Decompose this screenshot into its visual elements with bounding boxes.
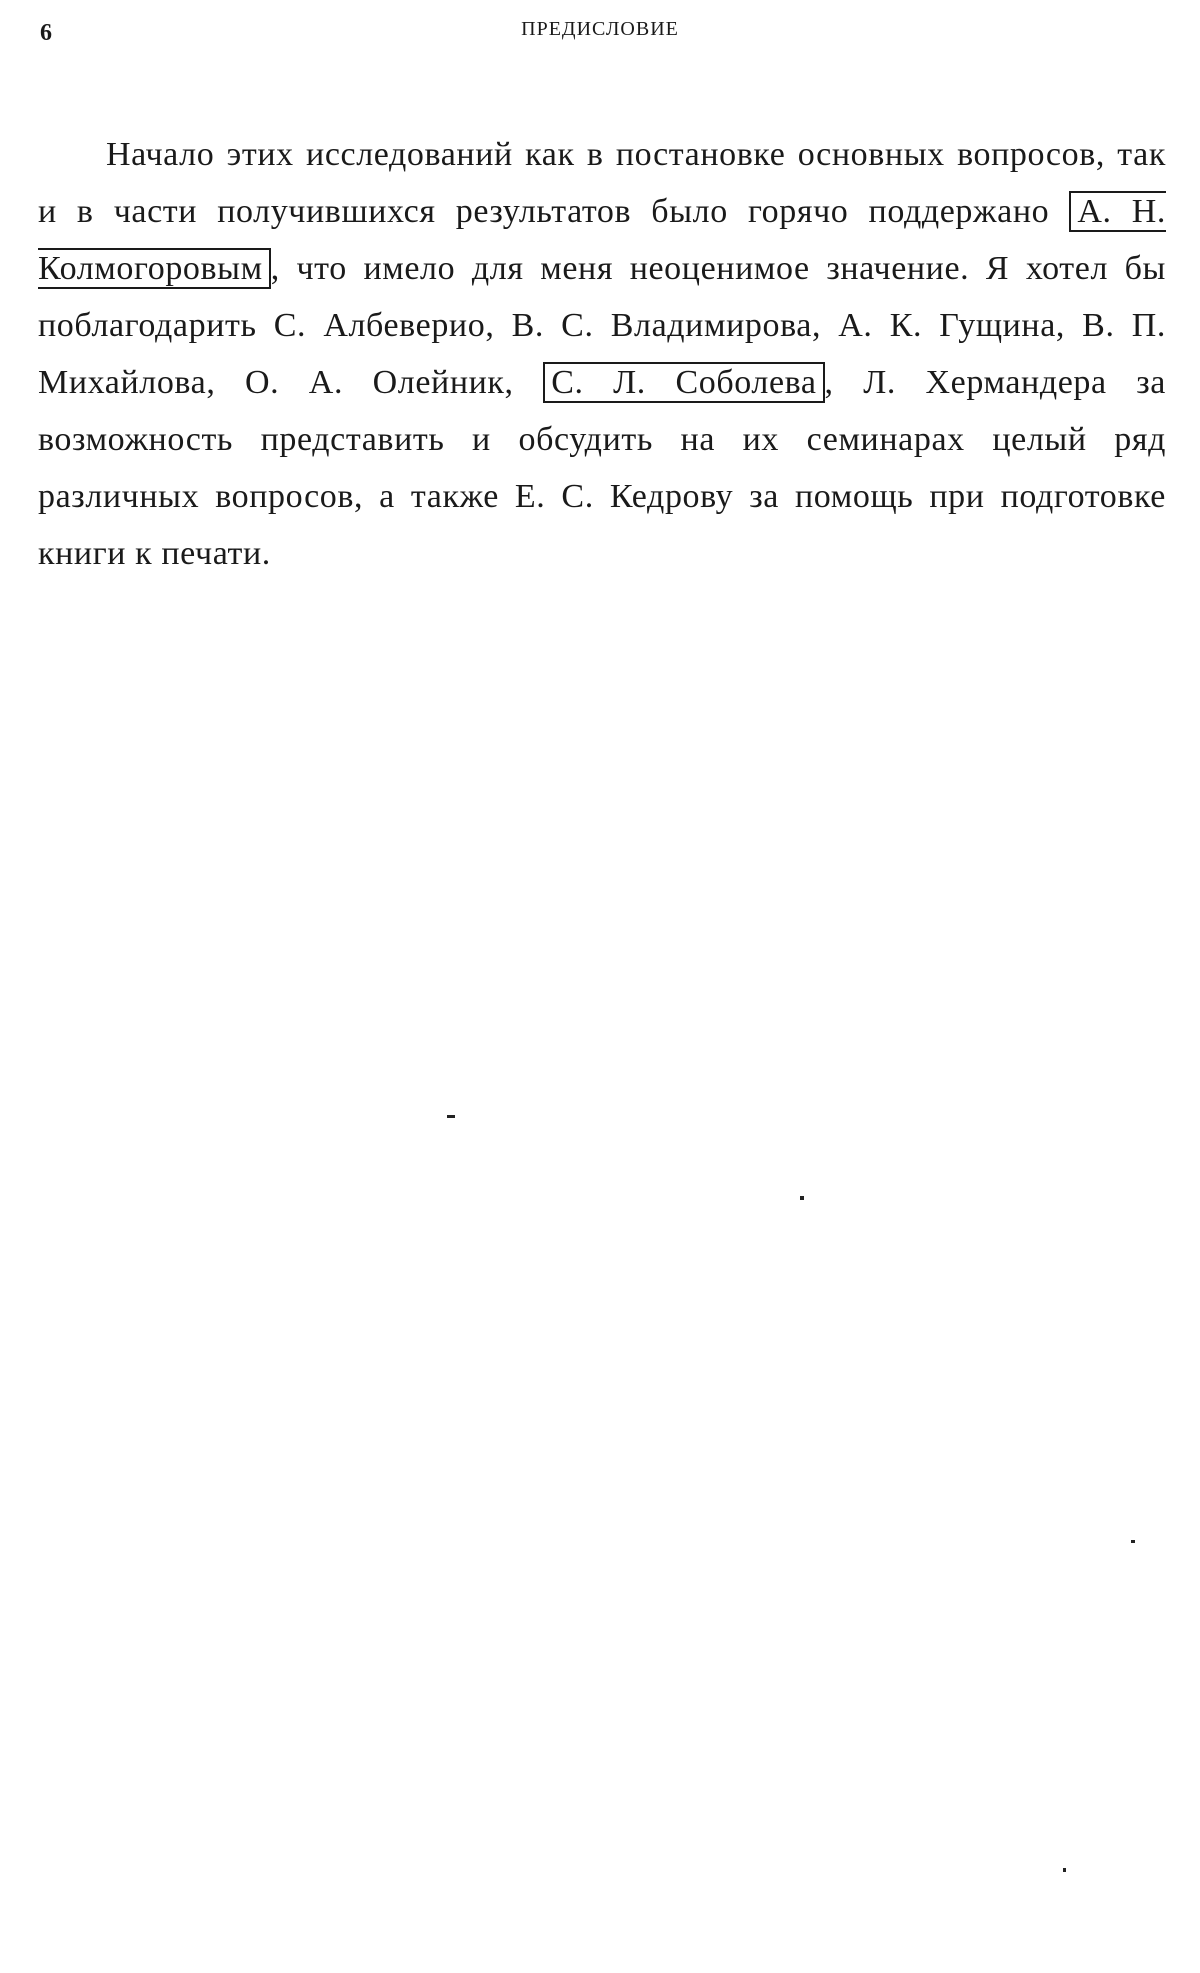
paragraph-text-part-3: , Л. Хермандера за возможность представить и обсудить на их семинарах целый ряд различных вопросов, а также Е. С. Кедрову за помощь при подготовке книги к печати.	[38, 364, 1166, 572]
scan-speck	[1131, 1540, 1135, 1543]
paragraph-text-part-2: , что имело для меня неоценимое значение. Я хотел бы поблагодарить С. Албеверио, В. С. Владимирова, А. К. Гущина, В. П. Михайлова, О. А. Олейник,	[38, 250, 1166, 401]
boxed-name-sobolev: С. Л. Соболева	[543, 362, 824, 403]
running-head: ПРЕДИСЛОВИЕ	[521, 18, 679, 40]
preface-paragraph	[38, 126, 1166, 582]
page-number: 6	[40, 20, 52, 46]
paragraph-text-part-1: Начало этих исследований как в постановке основных вопросов, так и в части получившихся результатов было горячо поддержано	[38, 136, 1166, 230]
scan-speck	[800, 1196, 804, 1200]
boxed-name-kolmogorov: А. Н. Колмогоровым	[38, 193, 1167, 287]
scan-speck	[447, 1115, 455, 1118]
scan-speck	[1063, 1868, 1066, 1872]
